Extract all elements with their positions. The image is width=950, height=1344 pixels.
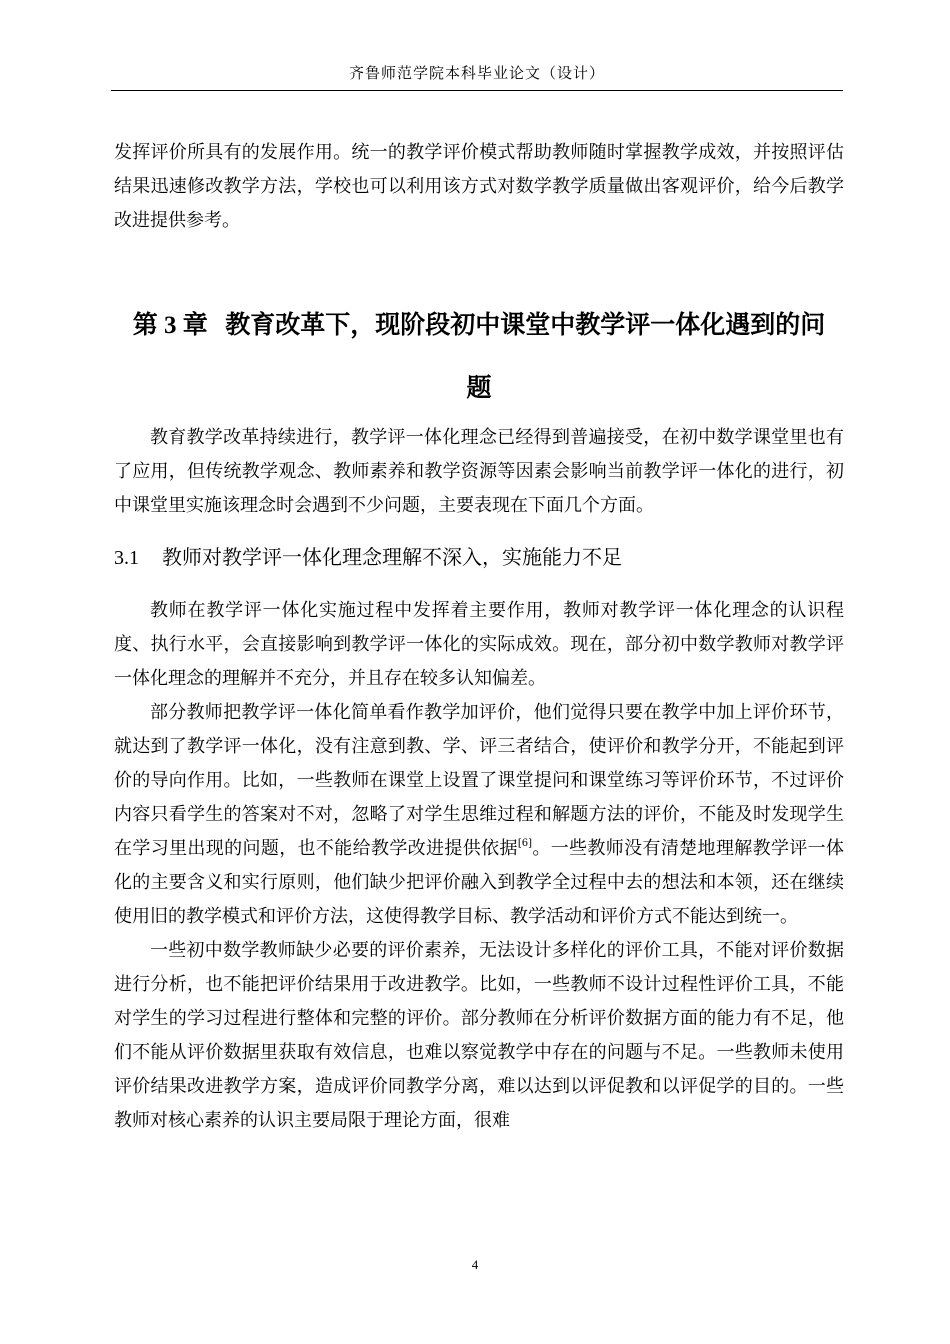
paragraph-2-text-b: 。一些教师没有清楚地理解教学评一体化的主要含义和实行原则，他们缺少把评价融入到教学全过程中去的想法和本领，还在继续使用旧的教学模式和评价方法，这使得教学目标、教学活动和评价方式不能达到统一。: [114, 838, 845, 927]
body-paragraph-2: [114, 696, 844, 934]
citation-ref: [6]: [517, 838, 532, 849]
page-body: [114, 136, 844, 1138]
page-number: 4: [471, 1257, 479, 1272]
section-title: 教师对教学评一体化理念理解不深入，实施能力不足: [162, 545, 622, 569]
chapter-intro-paragraph: 教育教学改革持续进行，教学评一体化理念已经得到普遍接受，在初中数学课堂里也有了应用，但传统教学观念、教师素养和教学资源等因素会影响当前教学评一体化的进行，初中课堂里实施该理念时会遇到不少问题，主要表现在下面几个方面。: [114, 427, 844, 516]
header-rule: [111, 90, 843, 91]
chapter-title: 教育改革下，现阶段初中课堂中教学评一体化遇到的问题: [225, 310, 826, 402]
body-paragraph-3: 一些初中数学教师缺少必要的评价素养，无法设计多样化的评价工具，不能对评价数据进行分析，也不能把评价结果用于改进教学。比如，一些教师不设计过程性评价工具，不能对学生的学习过程进行整体和完整的评价。部分教师在分析评价数据方面的能力有不足，他们不能从评价数据里获取有效信息，也难以察觉教学中存在的问题与不足。一些教师未使用评价结果改进教学方案，造成评价同教学分离，难以达到以评促教和以评促学的目的。一些教师对核心素养的认识主要局限于理论方面，很难: [114, 940, 844, 1131]
chapter-heading: [114, 294, 844, 419]
body-paragraph-1: 教师在教学评一体化实施过程中发挥着主要作用，教师对教学评一体化理念的认识程度、执行水平，会直接影响到教学评一体化的实际成效。现在，部分初中数学教师对教学评一体化理念的理解并不充分，并且存在较多认知偏差。: [114, 600, 844, 689]
paragraph-2-text-a: 部分教师把教学评一体化简单看作教学加评价，他们觉得只要在教学中加上评价环节，就达到了教学评一体化，没有注意到教、学、评三者结合，使评价和教学分开，不能起到评价的导向作用。比如，一些教师在课堂上设置了课堂提问和课堂练习等评价环节，不过评价内容只看学生的答案对不对，忽略了对学生思维过程和解题方法的评价，不能及时发现学生在学习里出现的问题，也不能给教学改进提供依据: [114, 702, 844, 859]
section-heading: [114, 537, 844, 578]
chapter-number: 第 3 章: [132, 312, 208, 339]
continuation-paragraph: 发挥评价所具有的发展作用。统一的教学评价模式帮助教师随时掌握教学成效，并按照评估结果迅速修改教学方法，学校也可以利用该方式对数学教学质量做出客观评价，给今后教学改进提供参考。: [114, 142, 844, 231]
section-number: 3.1: [114, 547, 139, 569]
running-header: 齐鲁师范学院本科毕业论文（设计）: [348, 64, 605, 82]
